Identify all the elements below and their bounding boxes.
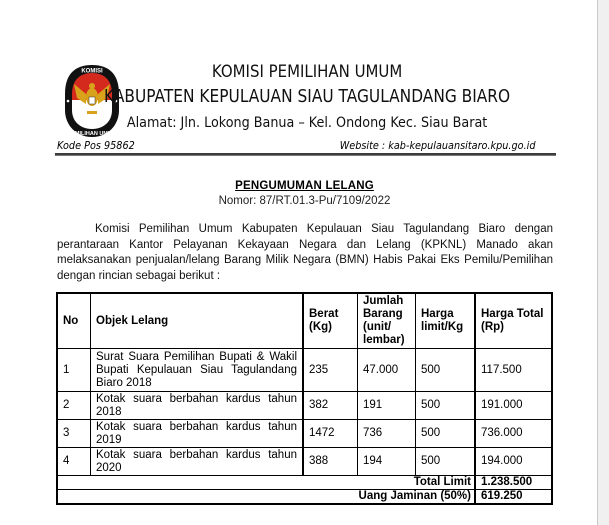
postal-code: Kode Pos 95862 (57, 139, 135, 152)
announcement-number: Nomor: 87/RT.01.3-Pu/7109/2022 (218, 195, 391, 207)
cell-harga-total: 736.000 (475, 420, 552, 448)
col-jumlah: Jumlah Barang (unit/ lembar) (358, 293, 416, 349)
cell-no: 1 (57, 349, 91, 392)
announcement-body: Komisi Pemilihan Umum Kabupaten Kepulauan Siau Tagulandang Biaro dengan perantaraan Kantor Pelayanan Kekayaan Negara dan Lelang (KPKNL) Manado akan melaksanakan penjualan/lelang Barang Milik Negara (BMN) Habis Pakai Eks Pemilu/Pemilihan dengan rincian sebagai berikut : (57, 223, 553, 282)
website: Website : kab-kepulauansitaro.kpu.go.id (339, 139, 535, 152)
svg-text:KOMISI: KOMISI (81, 68, 103, 75)
col-objek: Objek Lelang (91, 293, 304, 349)
cell-no: 4 (57, 448, 91, 476)
org-name: KOMISI PEMILIHAN UMUM (211, 62, 403, 82)
svg-text:PEMILIHAN UMUM: PEMILIHAN UMUM (67, 131, 117, 137)
header-divider (55, 153, 556, 156)
col-harga-total: Harga Total (Rp) (475, 293, 552, 349)
cell-jumlah: 736 (358, 420, 416, 448)
cell-no: 3 (57, 420, 91, 448)
total-limit-label: Total Limit (57, 476, 475, 490)
cell-objek: Kotak suara berbahan kardus tahun 2019 (91, 420, 304, 448)
total-limit-value: 1.238.500 (475, 476, 552, 490)
deposit-row (57, 490, 552, 505)
cell-berat: 1472 (303, 420, 358, 448)
cell-harga-limit: 500 (416, 420, 476, 448)
auction-table (56, 292, 553, 505)
cell-objek: Kotak suara berbahan kardus tahun 2018 (91, 392, 304, 420)
cell-harga-limit: 500 (416, 349, 476, 392)
col-berat: Berat (Kg) (303, 293, 358, 349)
col-harga-limit: Harga limit/Kg (416, 293, 476, 349)
table-header-row (57, 293, 552, 349)
table-row (57, 448, 552, 476)
cell-harga-total: 191.000 (475, 392, 552, 420)
total-limit-row (57, 476, 552, 490)
cell-no: 2 (57, 392, 91, 420)
cell-harga-total: 117.500 (475, 349, 552, 392)
cell-jumlah: 191 (358, 392, 416, 420)
cell-harga-total: 194.000 (475, 448, 552, 476)
announcement-title: PENGUMUMAN LELANG (235, 180, 374, 192)
viewer-gutter (597, 0, 609, 525)
cell-berat: 235 (303, 349, 358, 392)
table-row (57, 420, 552, 448)
address: Alamat: Jln. Lokong Banua – Kel. Ondong Kec. Siau Barat (126, 115, 488, 131)
deposit-value: 619.250 (475, 490, 552, 505)
cell-harga-limit: 500 (416, 392, 476, 420)
cell-jumlah: 47.000 (358, 349, 416, 392)
table-row (57, 349, 552, 392)
cell-objek: Surat Suara Pemilihan Bupati & Wakil Bupati Kepulauan Siau Tagulandang Biaro 2018 (91, 349, 304, 392)
deposit-label: Uang Jaminan (50%) (57, 490, 475, 505)
cell-berat: 388 (303, 448, 358, 476)
cell-berat: 382 (303, 392, 358, 420)
cell-harga-limit: 500 (416, 448, 476, 476)
region-name: KABUPATEN KEPULAUAN SIAU TAGULANDANG BIARO (104, 87, 511, 107)
table-row (57, 392, 552, 420)
cell-objek: Kotak suara berbahan kardus tahun 2020 (91, 448, 304, 476)
col-no: No (57, 293, 91, 349)
cell-jumlah: 194 (358, 448, 416, 476)
